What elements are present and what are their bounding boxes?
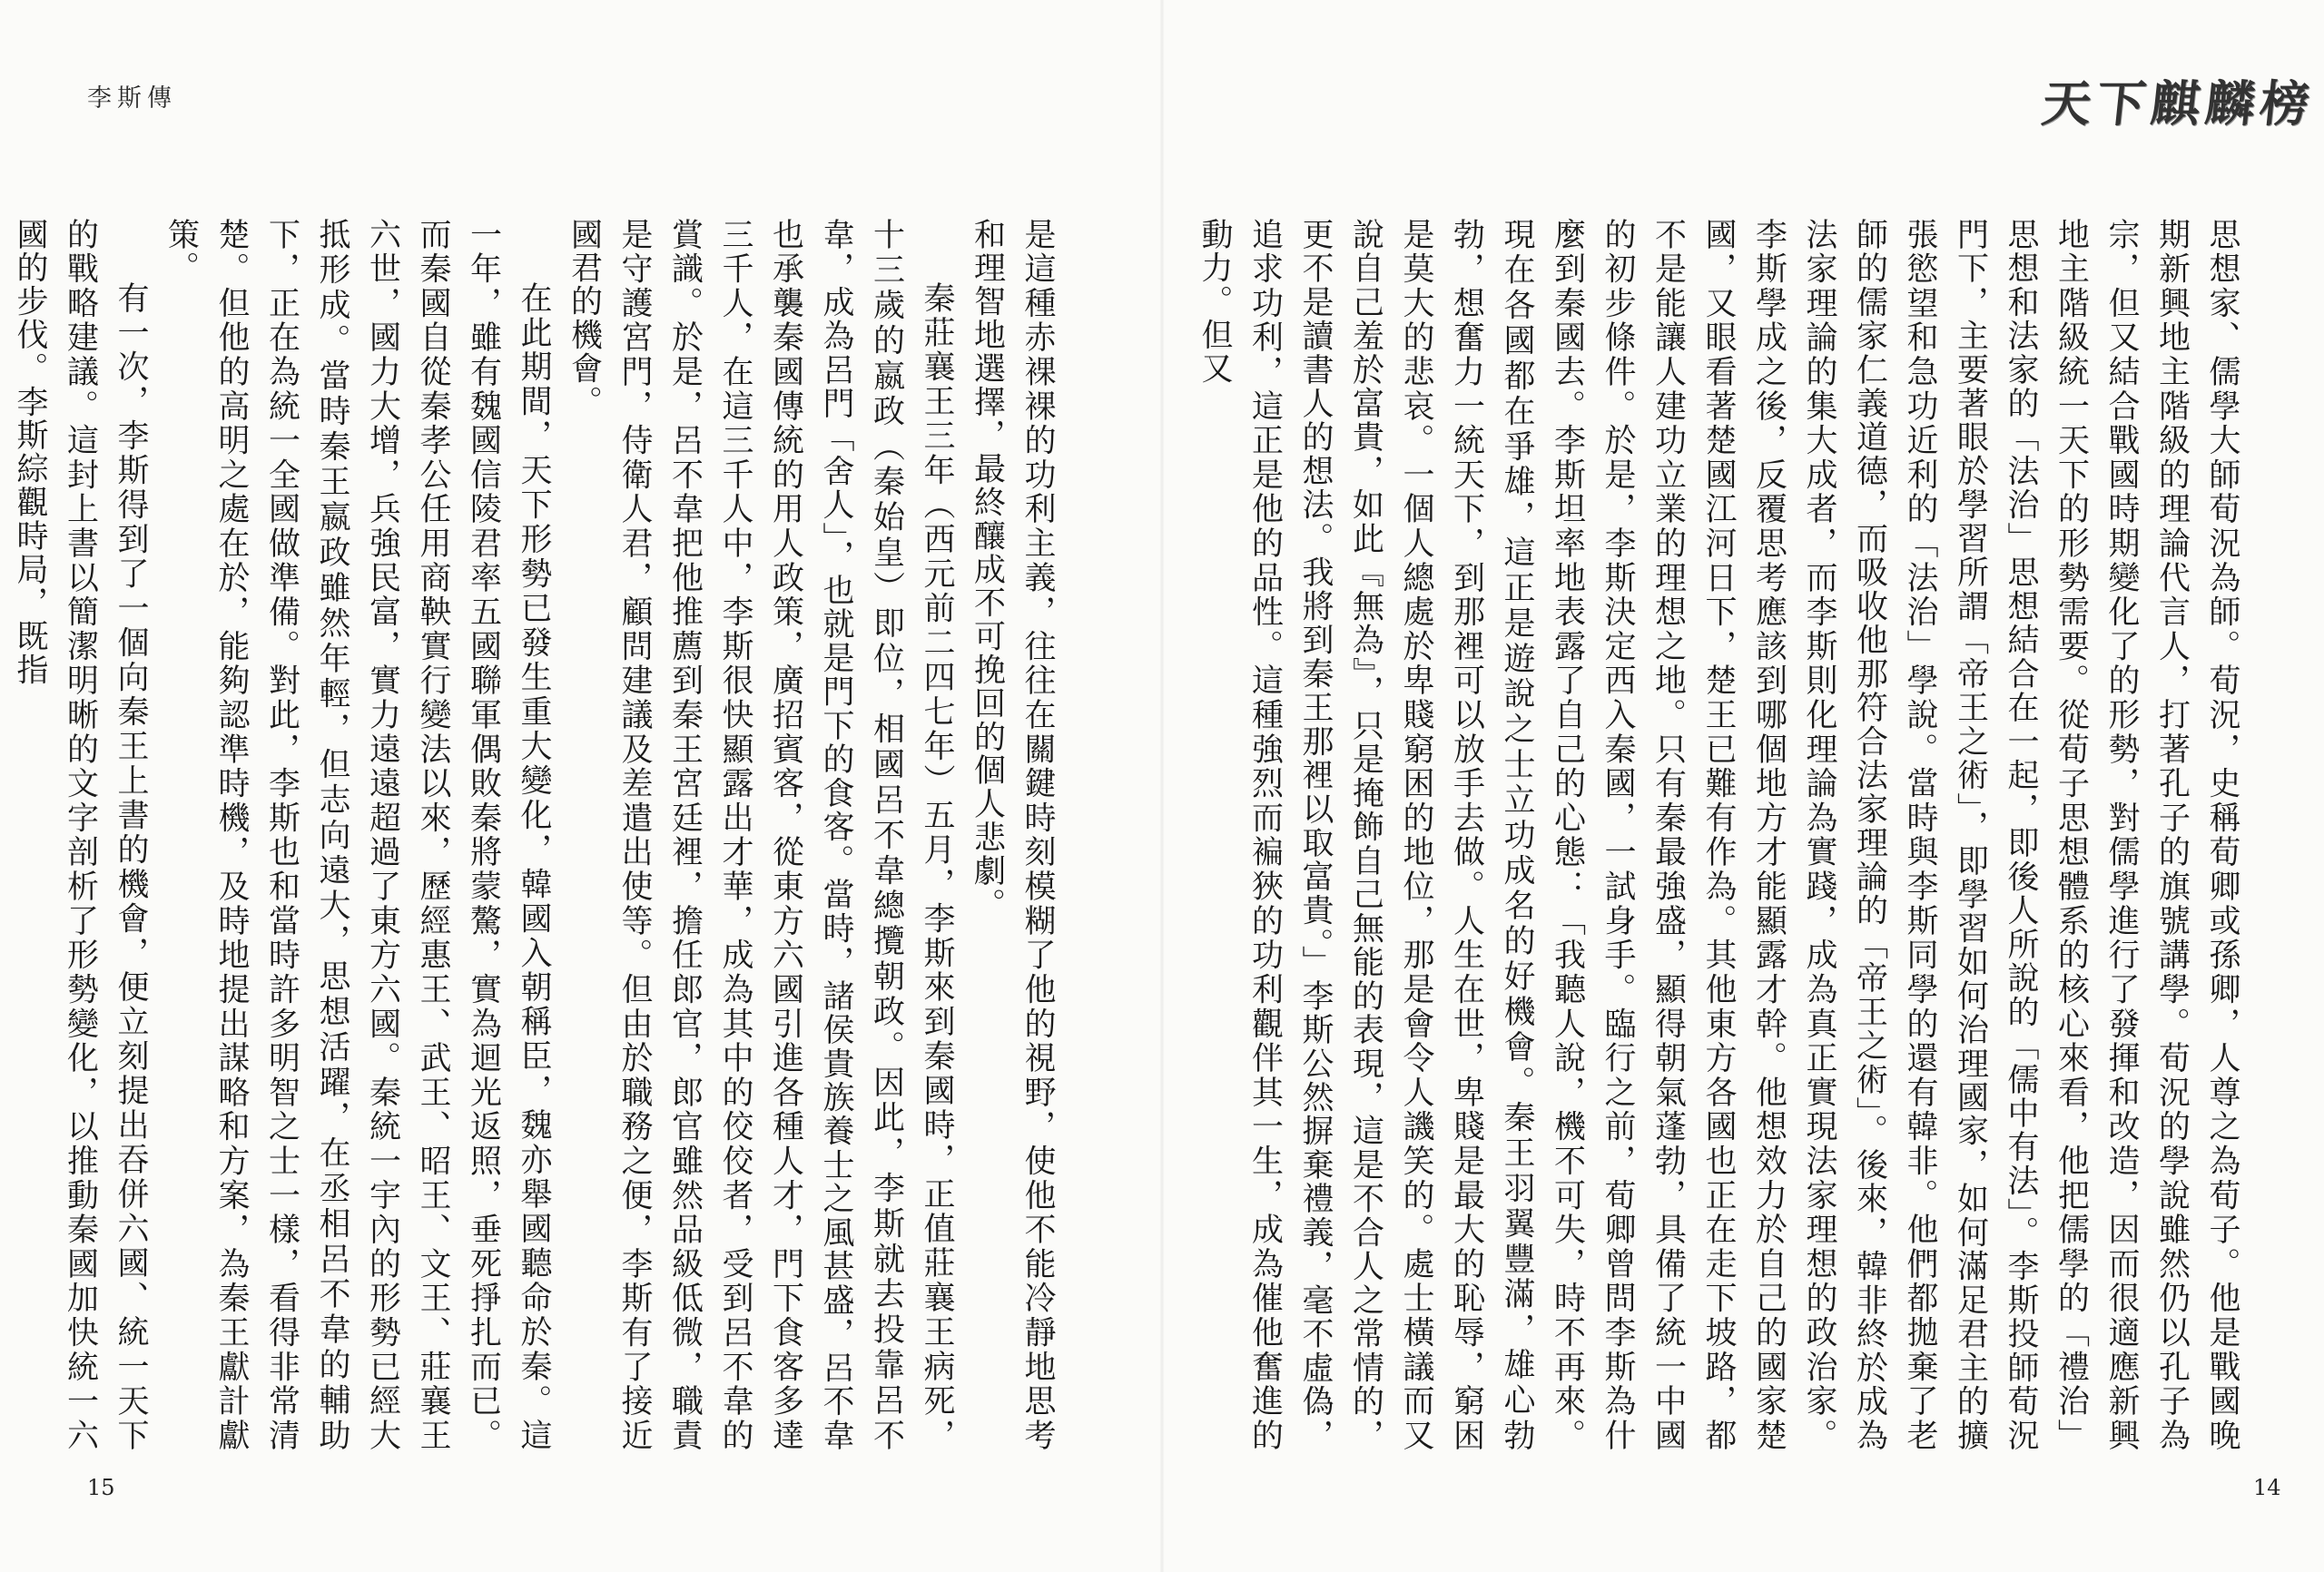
left-page-text [12,218,1062,1452]
paragraph: 有一次，李斯得到了一個向秦王上書的機會，便立刻提出吞併六國、統一天下的戰略建議。這封上書以簡潔明晰的文字剖析了形勢變化，以推動秦國加快統一六國的步伐。李斯綜觀時局，既指 [12,218,149,1452]
paragraph: 秦莊襄王三年（西元前二四七年）五月，李斯來到秦國時，正值莊襄王病死，十三歲的嬴政（秦始皇）即位，相國呂不韋總攬朝政。因此，李斯就去投靠呂不韋，成為呂門「舍人」，也就是門下的食客。當時，諸侯貴族養士之風甚盛，呂不韋也承襲秦國傳統的用人政策，廣招賓客，從東方六國引進各種人才，門下食客多達三千人，在這三千人中，李斯很快顯露出才華，成為其中的佼佼者，受到呂不韋的賞識。於是，呂不韋把他推薦到秦王宮廷裡，擔任郎官，郎官雖然品級低微，職責是守護宮門，侍衛人君，顧問建議及差遣出使等。但由於職務之便，李斯有了接近國君的機會。 [566,218,955,1452]
paragraph: 思想家、儒學大師荀況為師。荀況，史稱荀卿或孫卿，人尊之為荀子。他是戰國晚期新興地主階級的理論代言人，打著孔子的旗號講學。荀況的學說雖然仍以孔子為宗，但又結合戰國時期變化了的形勢，對儒學進行了發揮和改造，因而很適應新興地主階級統一天下的形勢需要。從荀子思想體系的核心來看，他把儒學的「禮治」思想和法家的「法治」思想結合在一起，即後人所說的「儒中有法」。李斯投師荀況門下，主要著眼於學習所謂「帝王之術」，即學習如何治理國家，如何滿足君主的擴張慾望和急功近利的「法治」學說。當時與李斯同學的還有韓非。他們都拋棄了老師的儒家仁義道德，而吸收他那符合法家理論的「帝王之術」。後來，韓非終於成為法家理論的集大成者，而李斯則化理論為實踐，成為真正實現法家理想的政治家。李斯學成之後，反覆思考應該到哪個地方才能顯露才幹。他想效力於自己的國家楚國，又眼看著楚國江河日下，楚王已難有作為。其他東方各國也正在走下坡路，都不是能讓人建功立業的理想之地。只有秦最強盛，顯得朝氣蓬勃，具備了統一中國的初步條件。於是，李斯決定西入秦國，一試身手。臨行之前，荀卿曾問李斯為什麼到秦國去。李斯坦率地表露了自己的心態：「我聽人說，機不可失，時不再來。現在各國都在爭雄，這正是遊說之士立功成名的好機會。秦王羽翼豐滿，雄心勃勃，想奮力一統天下，到那裡可以放手去做。人生在世，卑賤是最大的恥辱，窮困是莫大的悲哀。一個人總處於卑賤窮困的地位，那是會令人譏笑的。處士橫議而又說自己羞於富貴，如此『無為』，只是掩飾自己無能的表現，這是不合人之常情的，更不是讀書人的想法。我將到秦王那裡以取富貴。」李斯公然摒棄禮義，毫不虛偽，追求功利，這正是他的品性。這種強烈而褊狹的功利觀伴其一生，成為催他奮進的動力。但又 [1196,218,2240,1452]
paragraph: 在此期間，天下形勢已發生重大變化，韓國入朝稱臣，魏亦舉國聽命於秦。這一年，雖有魏國信陵君率五國聯軍偶敗秦將蒙驁，實為迴光返照，垂死掙扎而已。而秦國自從秦孝公任用商鞅實行變法以來，歷經惠王、武王、昭王、文王、莊襄王六世，國力大增，兵強民富，實力遠遠超過了東方六國。秦統一宇內的形勢已經大抵形成。當時秦王嬴政雖然年輕，但志向遠大，思想活躍，在丞相呂不韋的輔助下，正在為統一全國做準備。對此，李斯也和當時許多明智之士一樣，看得非常清楚。但他的高明之處在於，能夠認準時機，及時地提出謀略和方案，為秦王獻計獻策。 [162,218,552,1452]
brand-logo: 天下麒麟榜 [2039,74,2318,133]
page-number-right: 14 [2253,1475,2281,1500]
page-number-left: 15 [87,1475,115,1500]
right-page [1162,0,2324,1572]
running-head: 李斯傳 [87,84,177,113]
paragraph: 是這種赤裸裸的功利主義，往往在關鍵時刻模糊了他的視野，使他不能冷靜地思考和理智地選擇，最終釀成不可挽回的個人悲劇。 [969,218,1056,1452]
right-page-text [1196,218,2247,1452]
